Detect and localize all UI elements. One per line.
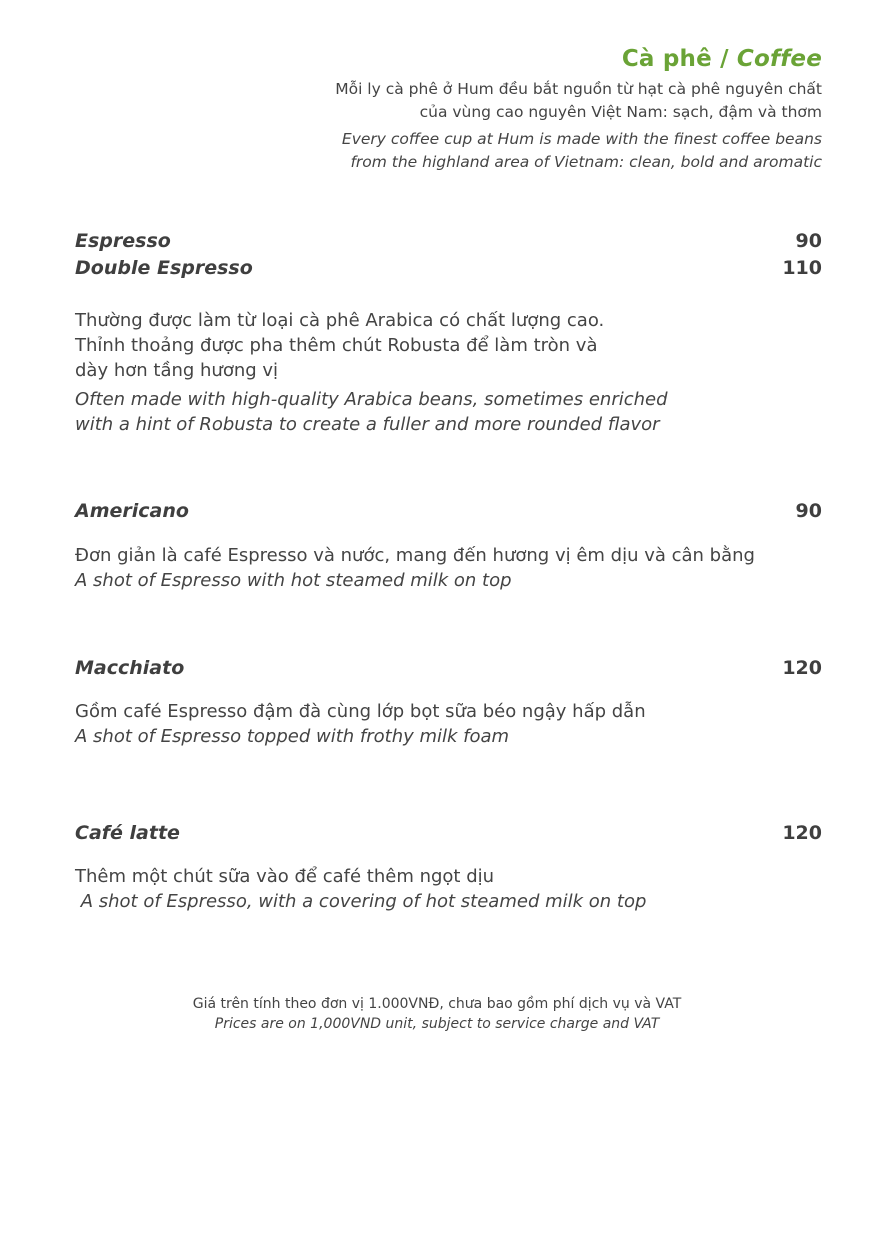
section-header — [335, 46, 822, 174]
description-vi-line: Thường được làm từ loại cà phê Arabica có chất lượng cao. — [75, 310, 605, 331]
item-name: Café latte — [75, 822, 180, 844]
item-price: 120 — [782, 822, 822, 844]
macchiato-description — [75, 699, 795, 749]
intro-en-line: Every coffee cup at Hum is made with the finest coffee beans — [341, 130, 822, 148]
intro-vi-line: của vùng cao nguyên Việt Nam: sạch, đậm và thơm — [419, 103, 822, 121]
item-price: 120 — [782, 657, 822, 679]
title-vi: Cà phê / — [621, 46, 737, 72]
description-en-line: A shot of Espresso, with a covering of hot steamed milk on top — [75, 891, 647, 912]
latte-description — [75, 864, 795, 914]
description-vi-line: Gồm café Espresso đậm đà cùng lớp bọt sữa béo ngậy hấp dẫn — [75, 701, 646, 722]
intro-en-line: from the highland area of Vietnam: clean, bold and aromatic — [350, 153, 822, 171]
title-en: Coffee — [736, 46, 822, 72]
intro-vi-line: Mỗi ly cà phê ở Hum đều bắt nguồn từ hạt cà phê nguyên chất — [335, 80, 822, 98]
price-footnote — [0, 994, 874, 1034]
item-name: Macchiato — [75, 657, 185, 679]
description-vi-line: dày hơn tầng hương vị — [75, 360, 279, 381]
menu-item-americano — [75, 500, 822, 522]
description-en-line: A shot of Espresso topped with frothy milk foam — [75, 726, 510, 747]
item-price: 110 — [782, 257, 822, 279]
intro-vietnamese — [335, 78, 822, 124]
menu-item-double-espresso — [75, 257, 822, 279]
item-price: 90 — [795, 500, 822, 522]
description-en-line: Often made with high-quality Arabica beans, sometimes enriched — [75, 389, 668, 410]
item-name: Americano — [75, 500, 189, 522]
description-vi-line: Thêm một chút sữa vào để café thêm ngọt dịu — [75, 866, 495, 887]
menu-item-espresso — [75, 230, 822, 252]
description-en-line: A shot of Espresso with hot steamed milk on top — [75, 570, 512, 591]
footnote-vi: Giá trên tính theo đơn vị 1.000VNĐ, chưa bao gồm phí dịch vụ và VAT — [192, 996, 682, 1012]
description-vi-line: Đơn giản là café Espresso và nước, mang đến hương vị êm dịu và cân bằng — [75, 545, 755, 566]
menu-item-cafe-latte — [75, 822, 822, 844]
intro-english — [335, 128, 822, 174]
footnote-en: Prices are on 1,000VND unit, subject to service charge and VAT — [214, 1016, 660, 1032]
item-name: Espresso — [75, 230, 171, 252]
item-name: Double Espresso — [75, 257, 253, 279]
americano-description — [75, 543, 795, 593]
menu-item-macchiato — [75, 657, 822, 679]
description-vi-line: Thỉnh thoảng được pha thêm chút Robusta để làm tròn và — [75, 335, 598, 356]
item-price: 90 — [795, 230, 822, 252]
section-title — [335, 46, 822, 72]
description-en-line: with a hint of Robusta to create a fuller and more rounded flavor — [75, 414, 660, 435]
espresso-description — [75, 308, 795, 437]
